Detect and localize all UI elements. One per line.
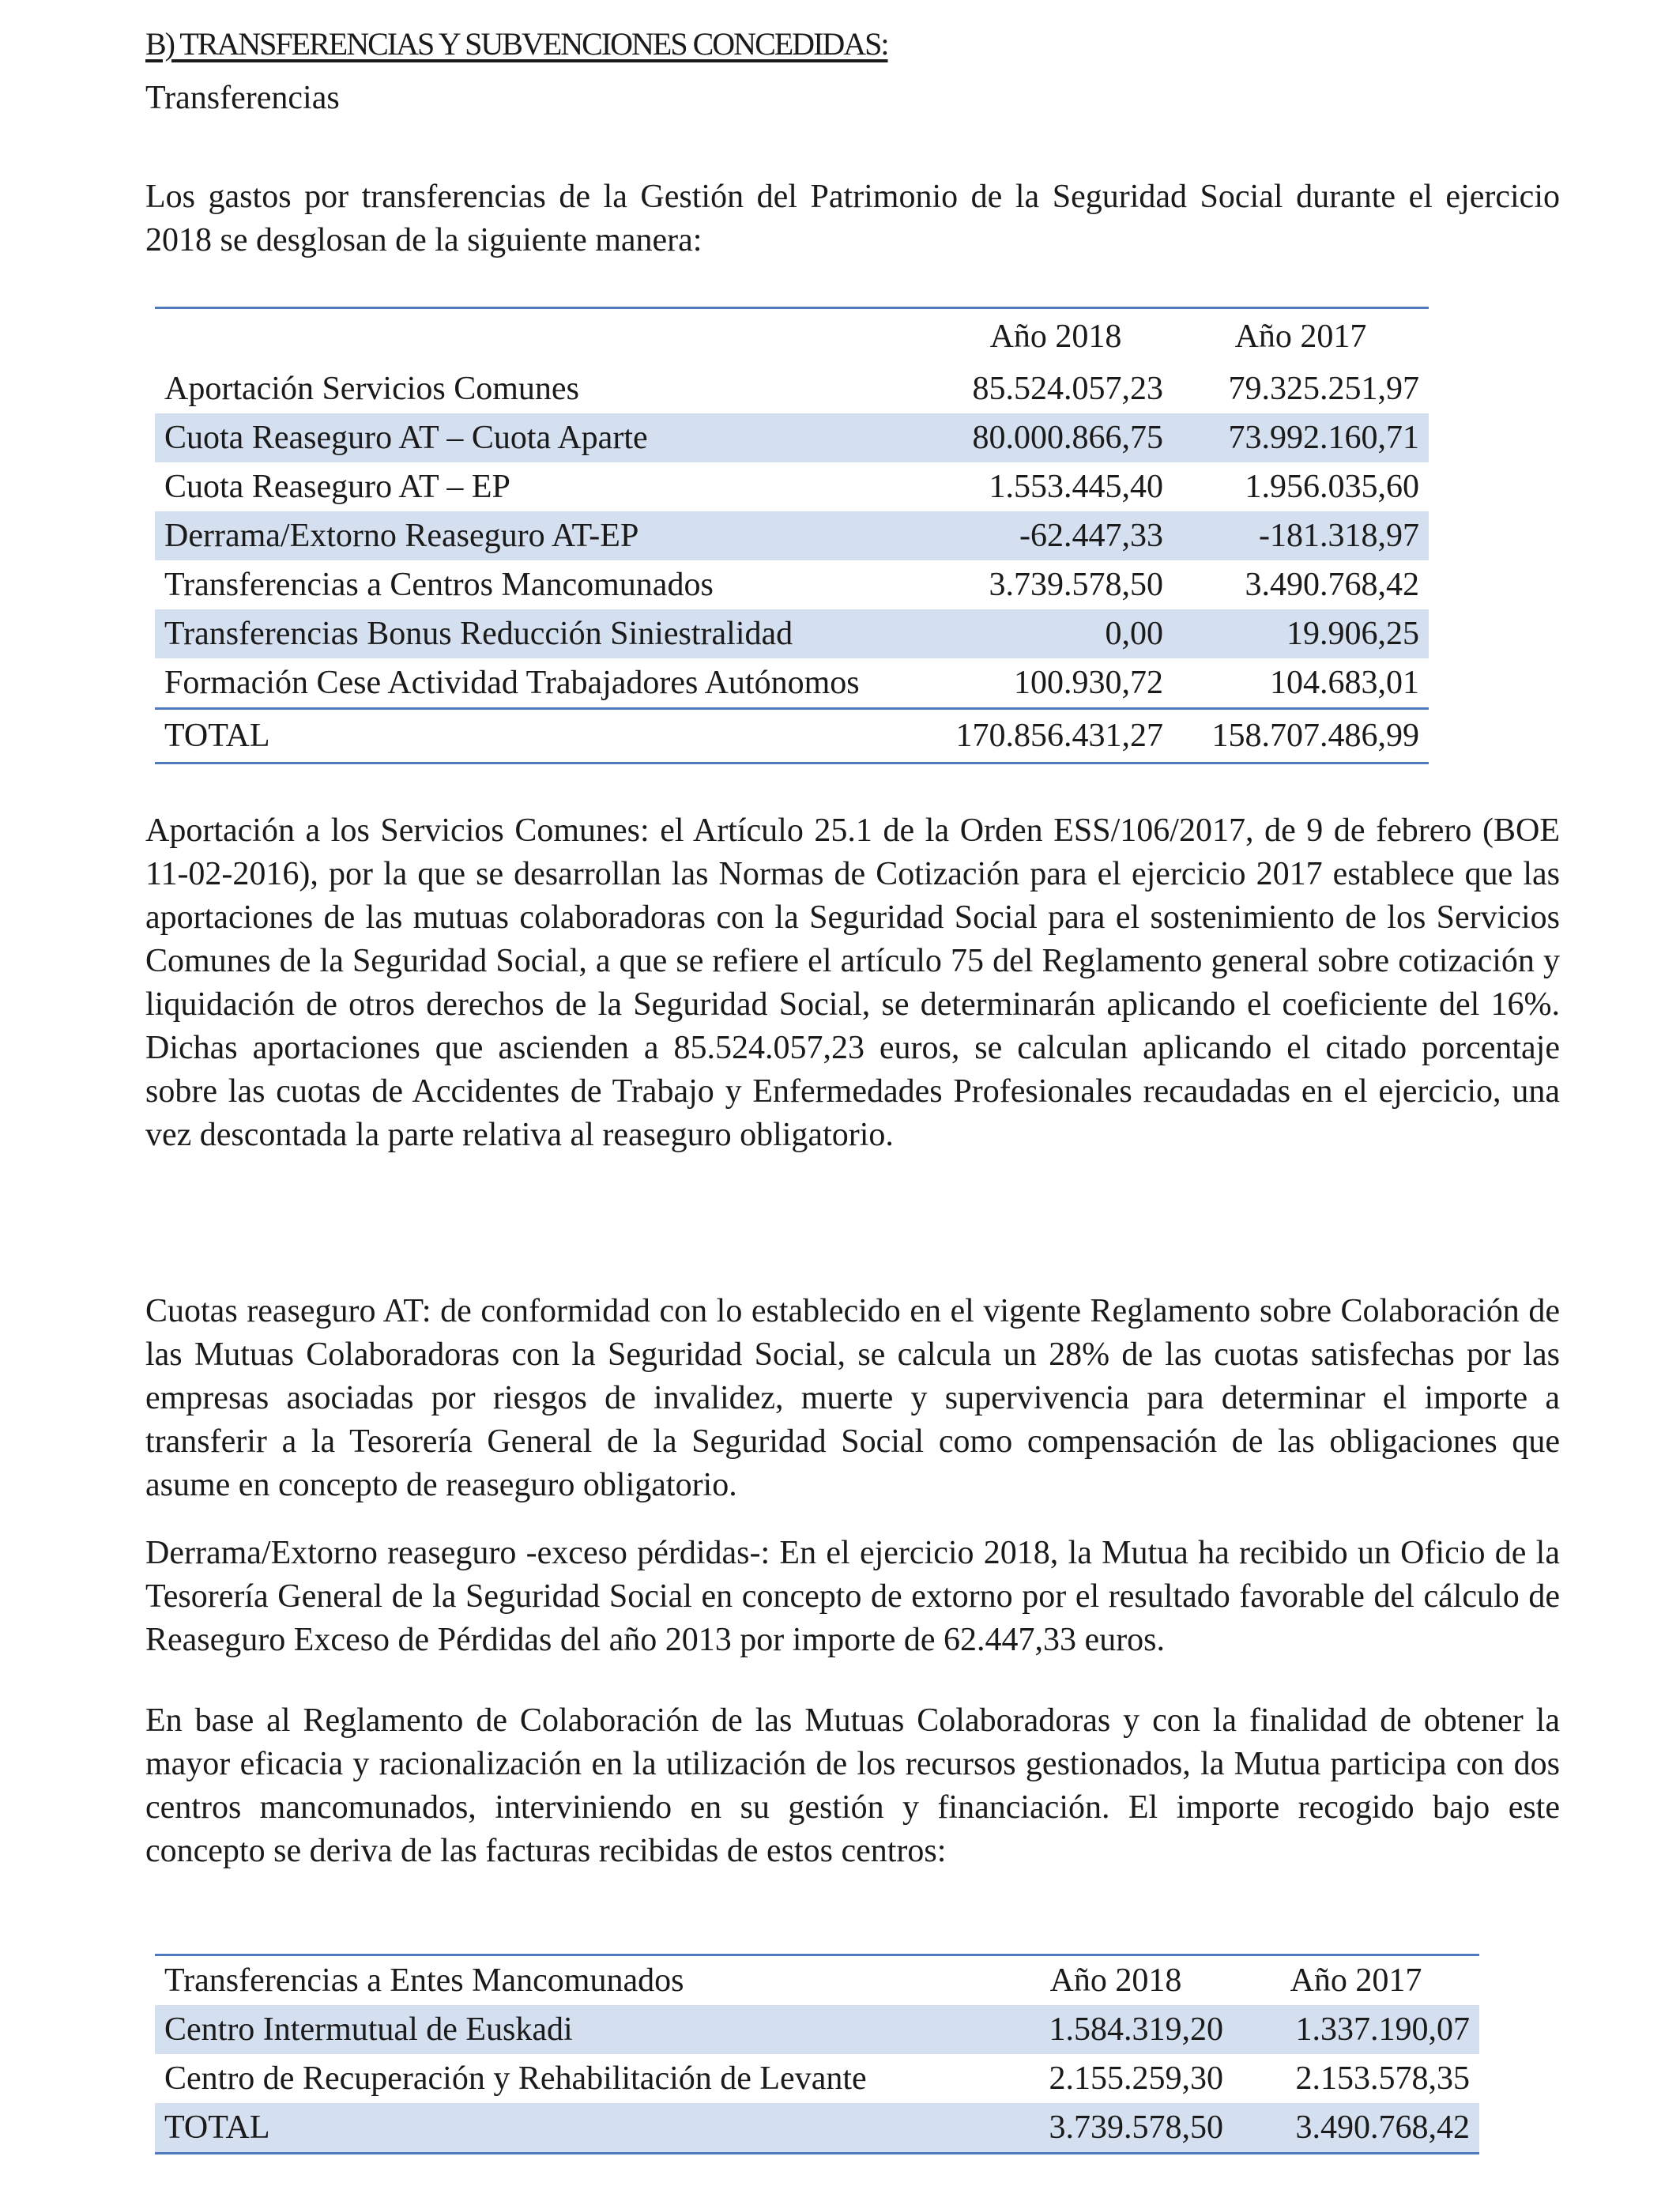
total-value-2018: 170.856.431,27 [939,709,1173,763]
total-value-2017: 158.707.486,99 [1173,709,1429,763]
row-value-2017: 2.153.578,35 [1295,2060,1470,2097]
row-value-2018: 1.553.445,40 [989,469,1163,505]
row-value-2017: 73.992.160,71 [1173,413,1429,462]
row-value-2017: 19.906,25 [1173,609,1429,658]
row-value-2018: 1.584.319,20 [999,2005,1233,2054]
extorno-paragraph: Derrama/Extorno reaseguro -exceso pérdidas-: En el ejercicio 2018, la Mutua ha recibido un Oficio de la Tesorería General de la Seguridad Social en concepto de extorno por el resultado favorable del cálculo de Reaseguro Exceso de Pérdidas del año 2013 por importe de 62.447,33 euros. [145,1535,1560,1658]
table-row [155,560,1429,609]
section-subheading: Transferencias [145,80,340,116]
total-value-2018: 3.739.578,50 [999,2103,1233,2154]
header-year-2017: Año 2017 [1290,1962,1422,1999]
row-label: Formación Cese Actividad Trabajadores Autónomos [164,665,860,701]
row-label: Transferencias a Centros Mancomunados [164,567,714,603]
row-value-2018: 0,00 [939,609,1173,658]
header-concept [155,308,939,365]
row-label: Aportación Servicios Comunes [164,371,579,407]
row-value-2017: -181.318,97 [1173,511,1429,560]
total-value-2017: 3.490.768,42 [1233,2103,1479,2154]
header-year-2017: Año 2017 [1234,319,1367,355]
table-row [155,511,1429,560]
table-header-row [155,308,1429,365]
row-label: Derrama/Extorno Reaseguro AT-EP [155,511,939,560]
row-value-2018: 85.524.057,23 [972,371,1163,407]
header-year-2018: Año 2018 [989,319,1122,355]
services-paragraph: Aportación a los Servicios Comunes: el Artículo 25.1 de la Orden ESS/106/2017, de 9 de febrero (BOE 11-02-2016), por la que se desarrollan las Normas de Cotización para el ejercicio 2017 establece que las aportaciones de las mutuas colaboradoras con la Seguridad Social para el sostenimiento de los Servicios Comunes de la Seguridad Social, a que se refiere el artículo 75 del Reglamento general sobre cotización y liquidación de otros derechos de la Seguridad Social, se determinarán aplicando el coeficiente del 16%. Dichas aportaciones que ascienden a 85.524.057,23 euros, se calculan aplicando el citado porcentaje sobre las cuotas de Accidentes de Trabajo y Enfermedades Profesionales recaudadas en el ejercicio, una vez descontada la parte relativa al reaseguro obligatorio. [145,812,1560,1153]
transfers-table [155,307,1429,764]
row-value-2017: 1.956.035,60 [1245,469,1419,505]
row-value-2017: 3.490.768,42 [1245,567,1419,603]
section-heading: B) TRANSFERENCIAS Y SUBVENCIONES CONCEDIDAS: [145,26,888,62]
total-label: TOTAL [155,2103,999,2154]
table-row [155,364,1429,413]
header-concept: Transferencias a Entes Mancomunados [164,1962,684,1999]
header-year-2018: Año 2018 [1049,1962,1182,1999]
row-label: Centro Intermutual de Euskadi [155,2005,999,2054]
reinsurance-paragraph: Cuotas reaseguro AT: de conformidad con lo establecido en el vigente Reglamento sobre Colaboración de las Mutuas Colaboradoras con la Seguridad Social, se calcula un 28% de las cuotas satisfechas por las empresas asociadas por riesgos de invalidez, muerte y supervivencia para determinar el importe a transferir a la Tesorería General de la Seguridad Social como compensación de las obligaciones que asume en concepto de reaseguro obligatorio. [145,1293,1560,1503]
table-row [155,2054,1479,2103]
row-label: Cuota Reaseguro AT – Cuota Aparte [155,413,939,462]
row-value-2017: 79.325.251,97 [1228,371,1419,407]
table-row [155,658,1429,709]
table-header-row [155,1955,1479,2006]
row-label: Transferencias Bonus Reducción Siniestralidad [155,609,939,658]
table-row [155,462,1429,511]
row-label: Cuota Reaseguro AT – EP [164,469,510,505]
total-label: TOTAL [155,709,939,763]
table-row [155,609,1429,658]
row-value-2017: 104.683,01 [1270,665,1419,701]
table-row [155,2005,1479,2054]
row-value-2017: 1.337.190,07 [1233,2005,1479,2054]
table-total-row [155,709,1429,763]
row-value-2018: 100.930,72 [1014,665,1163,701]
intro-paragraph: Los gastos por transferencias de la Gestión del Patrimonio de la Seguridad Social durante el ejercicio 2018 se desglosan de la siguiente manera: [145,179,1560,258]
table-total-row [155,2103,1479,2154]
row-value-2018: -62.447,33 [939,511,1173,560]
row-value-2018: 3.739.578,50 [989,567,1163,603]
joint-entities-table [155,1954,1479,2154]
row-value-2018: 80.000.866,75 [939,413,1173,462]
table-row [155,413,1429,462]
mancomunados-paragraph: En base al Reglamento de Colaboración de las Mutuas Colaboradoras y con la finalidad de obtener la mayor eficacia y racionalización en la utilización de los recursos gestionados, la Mutua participa con dos centros mancomunados, interviniendo en su gestión y financiación. El importe recogido bajo este concepto se deriva de las facturas recibidas de estos centros: [145,1702,1560,1869]
row-label: Centro de Recuperación y Rehabilitación de Levante [164,2060,867,2097]
row-value-2018: 2.155.259,30 [1049,2060,1223,2097]
